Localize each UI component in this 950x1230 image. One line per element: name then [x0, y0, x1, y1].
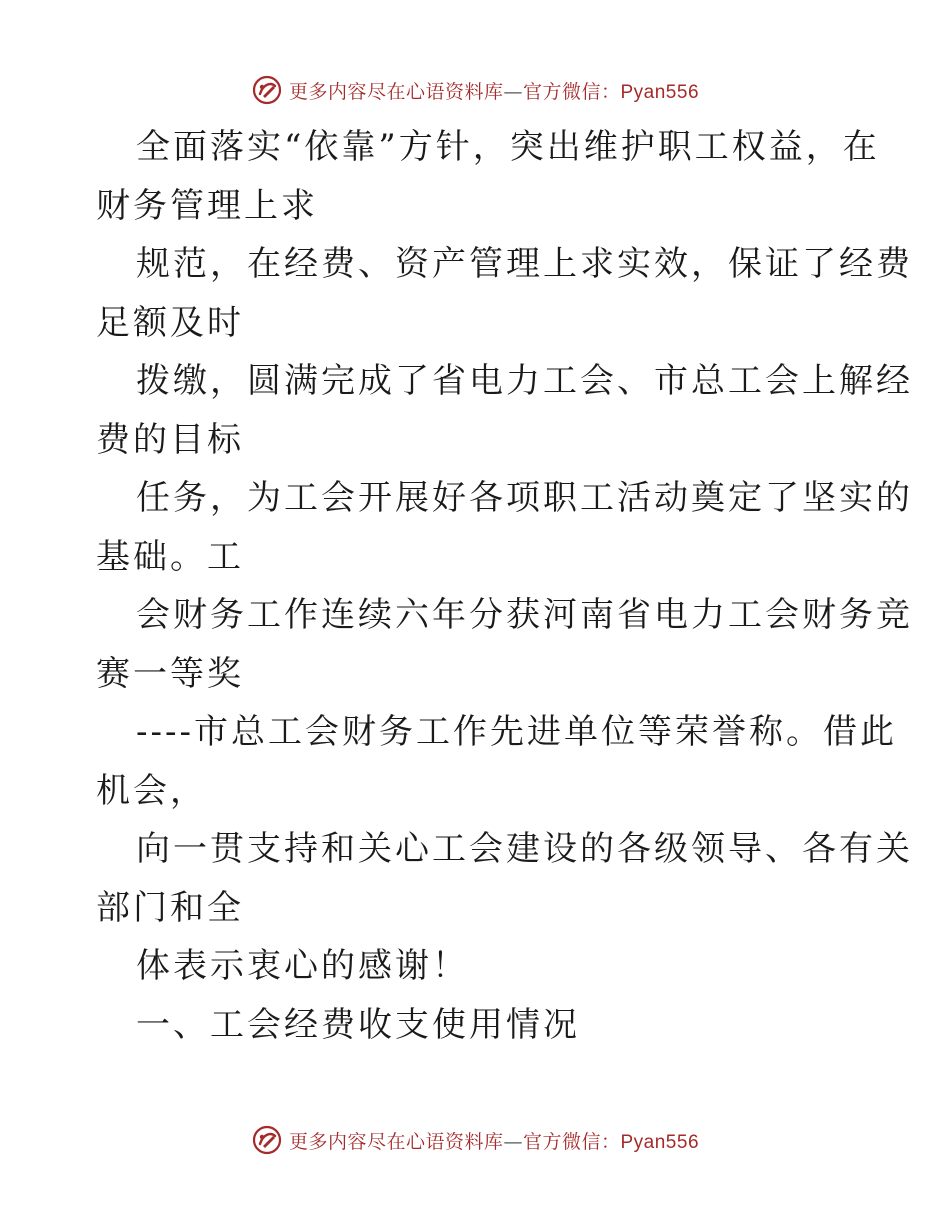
body-text-line: 足额及时 — [96, 302, 244, 343]
body-text-line: 机会， — [96, 770, 207, 811]
body-text-line: 费的目标 — [96, 419, 244, 460]
body-text-line: 任务，为工会开展好各项职工活动奠定了坚实的 — [136, 478, 913, 518]
body-text-line: 基础。工 — [96, 536, 244, 577]
body-text-line: 拨缴，圆满完成了省电力工会、市总工会上解经 — [136, 361, 913, 401]
footer-watermark — [0, 1122, 950, 1158]
body-text-line: 一、工会经费收支使用情况 — [136, 1004, 580, 1045]
body-text-line: 赛一等奖 — [96, 653, 244, 694]
watermark-text: 更多内容尽在心语资料库—官方微信：Pyan556 — [288, 80, 700, 103]
brand-logo-icon — [251, 74, 283, 106]
body-text-line: 全面落实“依靠”方针，突出维护职工权益，在 — [136, 127, 880, 167]
watermark-text: 更多内容尽在心语资料库—官方微信：Pyan556 — [288, 1130, 700, 1153]
brand-logo-icon — [251, 1124, 283, 1156]
body-text-line: 部门和全 — [96, 887, 244, 928]
body-text-line: 规范，在经费、资产管理上求实效，保证了经费 — [136, 244, 913, 284]
header-watermark — [0, 72, 950, 108]
body-text-line: 财务管理上求 — [96, 185, 318, 226]
body-text-line: ----市总工会财务工作先进单位等荣誉称。借此 — [136, 712, 897, 752]
body-text-line: 会财务工作连续六年分获河南省电力工会财务竞 — [136, 595, 913, 635]
document-body — [96, 118, 913, 1054]
body-text-line: 向一贯支持和关心工会建设的各级领导、各有关 — [136, 829, 913, 869]
body-text-line: 体表示衷心的感谢！ — [136, 946, 469, 986]
